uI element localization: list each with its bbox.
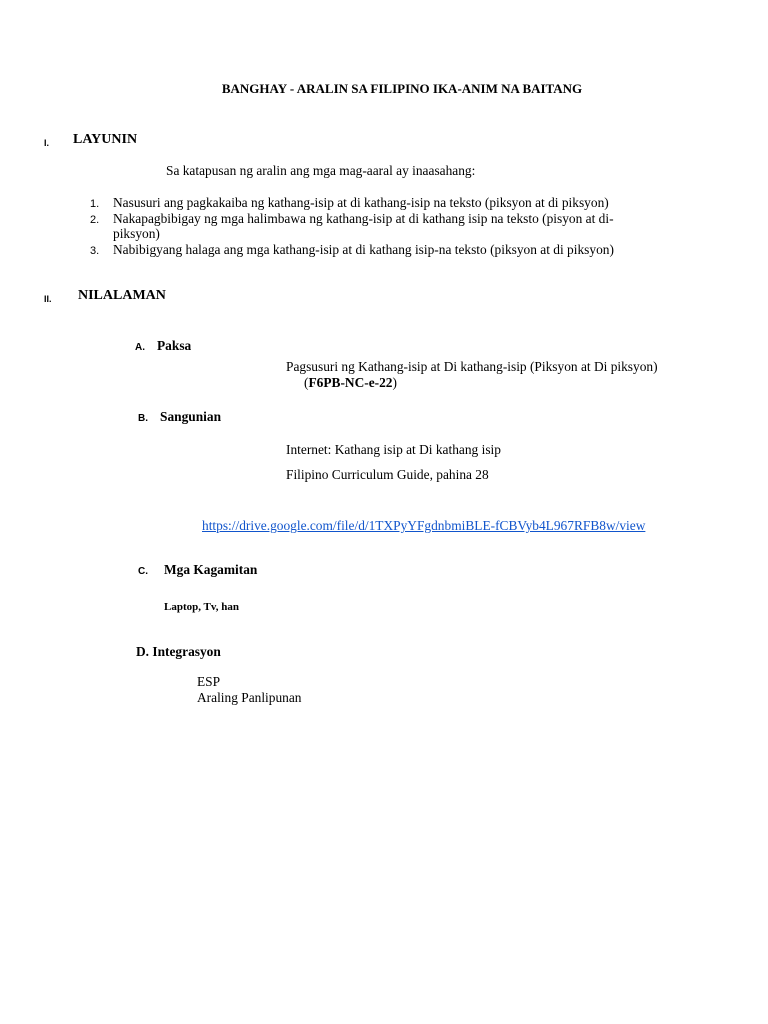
paksa-topic: Pagsusuri ng Kathang-isip at Di kathang-isip (Piksyon at Di piksyon) — [286, 359, 658, 374]
kagamitan-heading: Mga Kagamitan — [164, 562, 258, 577]
document-title: BANGHAY - ARALIN SA FILIPINO IKA-ANIM NA BAITANG — [221, 81, 583, 96]
objectives-intro: Sa katapusan ng aralin ang mga mag-aaral ay inaasahang: — [166, 163, 476, 178]
section-1-heading: LAYUNIN — [73, 132, 138, 147]
objective-3-text: Nabibigyang halaga ang mga kathang-isip at di kathang isip-na teksto (piksyon at di piksyon) — [113, 242, 614, 257]
kagamitan-materials: Laptop, Tv, han — [164, 601, 240, 613]
paksa-code: F6PB-NC-e-22 — [308, 375, 393, 390]
integrasyon-item-esp: ESP — [197, 674, 221, 689]
paksa-code-line — [304, 375, 397, 391]
section-2-numeral: II. — [44, 294, 52, 304]
objective-1-number: 1. — [90, 198, 100, 210]
paksa-heading: Paksa — [157, 338, 192, 353]
objective-3-number: 3. — [90, 245, 100, 257]
integrasyon-heading: D. Integrasyon — [136, 644, 221, 659]
objective-2-number: 2. — [90, 214, 100, 226]
sangunian-heading: Sangunian — [160, 409, 222, 424]
objective-2-text: Nakapagbibigay ng mga halimbawa ng kathang-isip at di kathang isip na teksto (pisyon at di- — [113, 211, 614, 226]
objective-2-text-continued: piksyon) — [113, 226, 160, 241]
paksa-letter: A. — [135, 342, 145, 353]
paksa-code-open: ( — [304, 375, 309, 390]
sangunian-curriculum-guide: Filipino Curriculum Guide, pahina 28 — [286, 467, 489, 482]
integrasyon-item-araling-panlipunan: Araling Panlipunan — [197, 690, 302, 705]
paksa-code-close: ) — [392, 375, 397, 390]
kagamitan-letter: C. — [138, 566, 148, 577]
section-1-numeral: I. — [44, 138, 50, 148]
sangunian-internet-source: Internet: Kathang isip at Di kathang isip — [286, 442, 501, 457]
drive-link[interactable]: https://drive.google.com/file/d/1TXPyYFgdnbmiBLE-fCBVyb4L967RFB8w/view — [202, 518, 646, 533]
section-2-heading: NILALAMAN — [78, 288, 166, 303]
sangunian-letter: B. — [138, 413, 148, 424]
objective-1-text: Nasusuri ang pagkakaiba ng kathang-isip at di kathang-isip na teksto (piksyon at di piksyon) — [113, 195, 609, 210]
